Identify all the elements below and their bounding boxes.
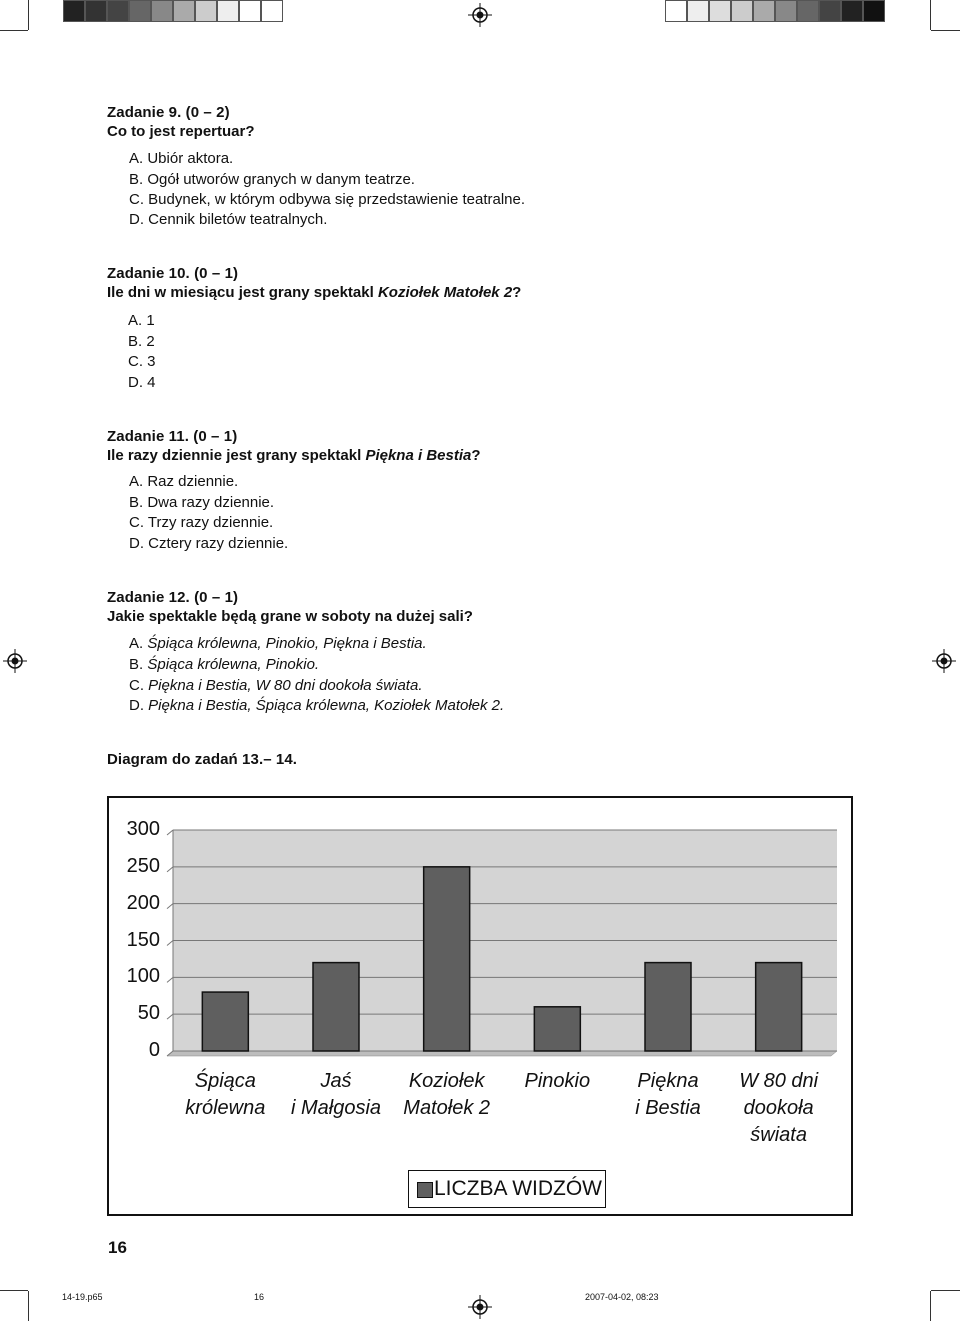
chart-legend <box>408 1170 606 1208</box>
task11-option-a: A. Raz dziennie. <box>129 473 239 490</box>
task11-heading: Zadanie 11. (0 – 1) <box>107 428 238 445</box>
task11-question-end: ? <box>471 447 481 464</box>
task10-question-text: Ile dni w miesiącu jest grany spektakl <box>107 284 378 301</box>
x-tick-label-line: królewna <box>185 1097 266 1119</box>
x-tick-label-line: świata <box>750 1124 807 1146</box>
gridline-edge <box>167 904 173 909</box>
task11-option-b: B. Dwa razy dziennie. <box>129 494 275 511</box>
diagram-heading: Diagram do zadań 13.– 14. <box>107 751 298 768</box>
x-tick-label-line: Pinokio <box>524 1070 591 1092</box>
gridline-edge <box>167 941 173 946</box>
bar <box>202 992 248 1051</box>
task10-option-b: B. 2 <box>128 333 155 350</box>
y-tick-label: 300 <box>126 818 160 840</box>
gridline-edge <box>167 830 173 835</box>
x-tick-label-line: Piękna <box>637 1070 699 1092</box>
y-tick-label: 250 <box>126 854 160 877</box>
x-tick-label-line: i Bestia <box>635 1097 701 1119</box>
x-tick-label <box>502 1068 612 1095</box>
task11-question-title: Piękna i Bestia <box>365 447 472 464</box>
y-tick-label: 0 <box>148 1039 160 1061</box>
task10-option-c: C. 3 <box>128 353 156 370</box>
x-tick-label-line: W 80 dni <box>739 1070 819 1092</box>
x-tick-label <box>613 1068 723 1122</box>
option-text: Piękna i Bestia, W 80 dni dookoła świata. <box>148 677 423 694</box>
option-letter: C. <box>129 677 149 694</box>
y-tick-label: 200 <box>126 891 160 914</box>
x-tick-label-line: dookoła <box>743 1097 814 1119</box>
x-tick-label <box>170 1068 280 1122</box>
gridline-edge <box>167 867 173 872</box>
task9-question: Co to jest repertuar? <box>107 123 255 140</box>
option-letter: B. <box>129 656 148 673</box>
legend-swatch <box>417 1182 433 1198</box>
x-tick-label <box>281 1068 391 1122</box>
x-tick-label <box>724 1068 834 1149</box>
x-tick-label <box>392 1068 502 1122</box>
footer-file: 14-19.p65 <box>62 1292 103 1302</box>
task9-option-b: B. Ogół utworów granych w danym teatrze. <box>129 171 415 188</box>
gridline-edge <box>167 1014 173 1019</box>
page-number: 16 <box>108 1238 127 1257</box>
task9-option-c: C. Budynek, w którym odbywa się przedstawienie teatralne. <box>129 191 526 208</box>
option-text: Śpiąca królewna, Pinokio, Piękna i Bestia. <box>147 635 427 652</box>
footer-page: 16 <box>254 1292 265 1302</box>
option-text: Piękna i Bestia, Śpiąca królewna, Koziołek Matołek 2. <box>148 697 505 714</box>
option-letter: D. <box>129 697 149 714</box>
x-tick-label-line: Śpiąca <box>194 1070 256 1092</box>
task11-question-text: Ile razy dziennie jest grany spektakl <box>107 447 366 464</box>
option-letter: A. <box>129 635 148 652</box>
bar <box>534 1007 580 1051</box>
task9-heading: Zadanie 9. (0 – 2) <box>107 104 230 121</box>
task10-question-title: Koziołek Matołek 2 <box>377 284 513 301</box>
task10-question-end: ? <box>512 284 522 301</box>
bar <box>645 963 691 1051</box>
x-tick-label-line: Matołek 2 <box>403 1097 491 1119</box>
option-text: Śpiąca królewna, Pinokio. <box>147 656 320 673</box>
task10-option-d: D. 4 <box>128 374 156 391</box>
bar <box>313 963 359 1051</box>
x-tick-label-line: Koziołek <box>408 1070 485 1092</box>
task10-heading: Zadanie 10. (0 – 1) <box>107 265 239 282</box>
task11-option-d: D. Cztery razy dziennie. <box>129 535 289 552</box>
task11-option-c: C. Trzy razy dziennie. <box>129 514 274 531</box>
y-tick-label: 150 <box>126 928 160 951</box>
task10-option-a: A. 1 <box>128 312 155 329</box>
footer-timestamp: 2007-04-02, 08:23 <box>585 1292 659 1302</box>
task9-option-a: A. Ubiór aktora. <box>129 150 234 167</box>
gridline-edge <box>167 977 173 982</box>
x-tick-label-line: i Małgosia <box>290 1097 382 1119</box>
y-tick-label: 50 <box>137 1002 160 1025</box>
task12-question: Jakie spektakle będą grane w soboty na dużej sali? <box>107 608 473 625</box>
y-tick-label: 100 <box>126 965 160 988</box>
legend-label: LICZBA WIDZÓW <box>434 1177 602 1200</box>
plot-floor <box>167 1051 837 1056</box>
x-tick-label-line: Jaś <box>320 1070 352 1092</box>
task9-option-d: D. Cennik biletów teatralnych. <box>129 211 328 228</box>
bar <box>424 867 470 1051</box>
task12-heading: Zadanie 12. (0 – 1) <box>107 589 239 606</box>
bar <box>756 963 802 1051</box>
